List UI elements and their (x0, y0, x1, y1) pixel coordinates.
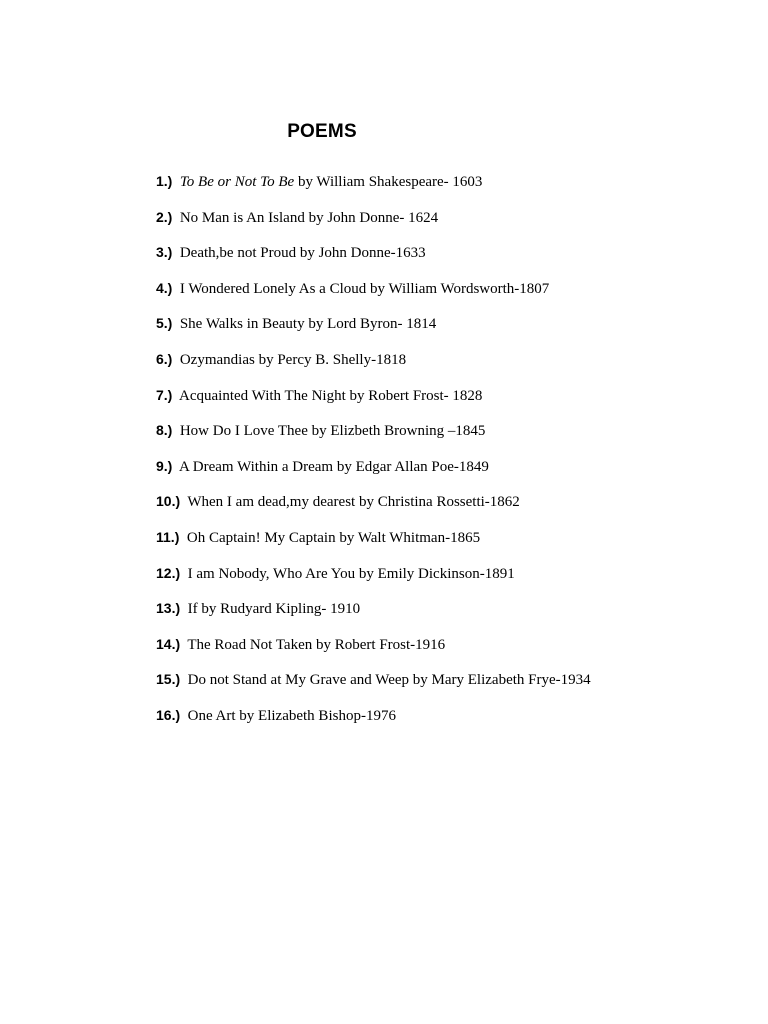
list-item (156, 312, 736, 348)
list-item (156, 704, 736, 740)
poem-author-year: by Elizabeth Bishop-1976 (235, 707, 396, 724)
poem-author-year: by John Donne- 1624 (304, 209, 439, 226)
list-item (156, 490, 736, 526)
poem-title: The Road Not Taken (187, 636, 313, 653)
poem-number: 4.) (156, 279, 173, 296)
poem-author-year: by Edgar Allan Poe-1849 (333, 458, 489, 475)
list-item (156, 419, 736, 455)
list-item (156, 562, 736, 598)
poem-author-year: by Robert Frost- 1828 (345, 387, 483, 404)
poem-title: To Be or Not To Be (179, 174, 295, 190)
poem-author-year: by Walt Whitman-1865 (335, 529, 481, 546)
list-item (156, 348, 736, 384)
poem-title: If (187, 601, 198, 618)
poem-number: 14.) (156, 635, 181, 652)
list-item (156, 668, 736, 704)
poem-number: 12.) (156, 564, 181, 581)
poem-list (156, 170, 736, 740)
list-item (156, 170, 736, 206)
poem-title: When I am dead,my dearest (187, 494, 356, 511)
list-item (156, 384, 736, 420)
poem-title: No Man is An Island (179, 209, 305, 226)
poem-title: Oh Captain! My Captain (186, 529, 336, 546)
poem-author-year: by William Wordsworth-1807 (366, 280, 550, 297)
poem-author-year: by Percy B. Shelly-1818 (254, 351, 407, 368)
poem-number: 11.) (156, 528, 180, 545)
poem-author-year: by Lord Byron- 1814 (304, 316, 437, 333)
list-item (156, 633, 736, 669)
poem-number: 8.) (156, 422, 173, 439)
list-item (156, 597, 736, 633)
poem-number: 9.) (156, 457, 173, 474)
page-title: POEMS (287, 121, 357, 142)
poem-number: 2.) (156, 208, 173, 225)
poem-title: She Walks in Beauty (179, 316, 305, 333)
poem-number: 7.) (156, 386, 173, 403)
poem-author-year: by Robert Frost-1916 (312, 636, 446, 653)
poem-number: 15.) (156, 671, 181, 688)
poem-author-year: by Rudyard Kipling- 1910 (197, 601, 361, 618)
poem-number: 6.) (156, 350, 173, 367)
poem-number: 13.) (156, 600, 181, 617)
poem-title: I am Nobody, Who Are You (187, 565, 356, 582)
poem-title: How Do I Love Thee (179, 423, 308, 440)
poem-number: 3.) (156, 244, 173, 261)
list-item (156, 241, 736, 277)
list-item (156, 206, 736, 242)
poem-author-year: by Elizbeth Browning –1845 (307, 423, 486, 440)
poem-title: Death,be not Proud (179, 245, 297, 262)
poem-author-year: by Mary Elizabeth Frye-1934 (409, 672, 591, 689)
list-item (156, 277, 736, 313)
poem-title: Ozymandias (179, 351, 255, 368)
poem-title: One Art (187, 707, 236, 724)
poem-title: Acquainted With The Night (179, 387, 346, 404)
poem-title: I Wondered Lonely As a Cloud (179, 280, 367, 297)
poem-author-year: by Christina Rossetti-1862 (355, 494, 520, 511)
poem-title: A Dream Within a Dream (179, 458, 334, 475)
poem-author-year: by John Donne-1633 (296, 245, 426, 262)
poem-number: 16.) (156, 706, 181, 723)
poem-number: 1.) (156, 173, 173, 189)
poem-title: Do not Stand at My Grave and Weep (187, 672, 410, 689)
poem-author-year: by Emily Dickinson-1891 (355, 565, 515, 582)
list-item (156, 455, 736, 491)
poem-number: 5.) (156, 315, 173, 332)
list-item (156, 526, 736, 562)
poem-author-year: by William Shakespeare- 1603 (294, 174, 483, 190)
poem-number: 10.) (156, 493, 181, 510)
